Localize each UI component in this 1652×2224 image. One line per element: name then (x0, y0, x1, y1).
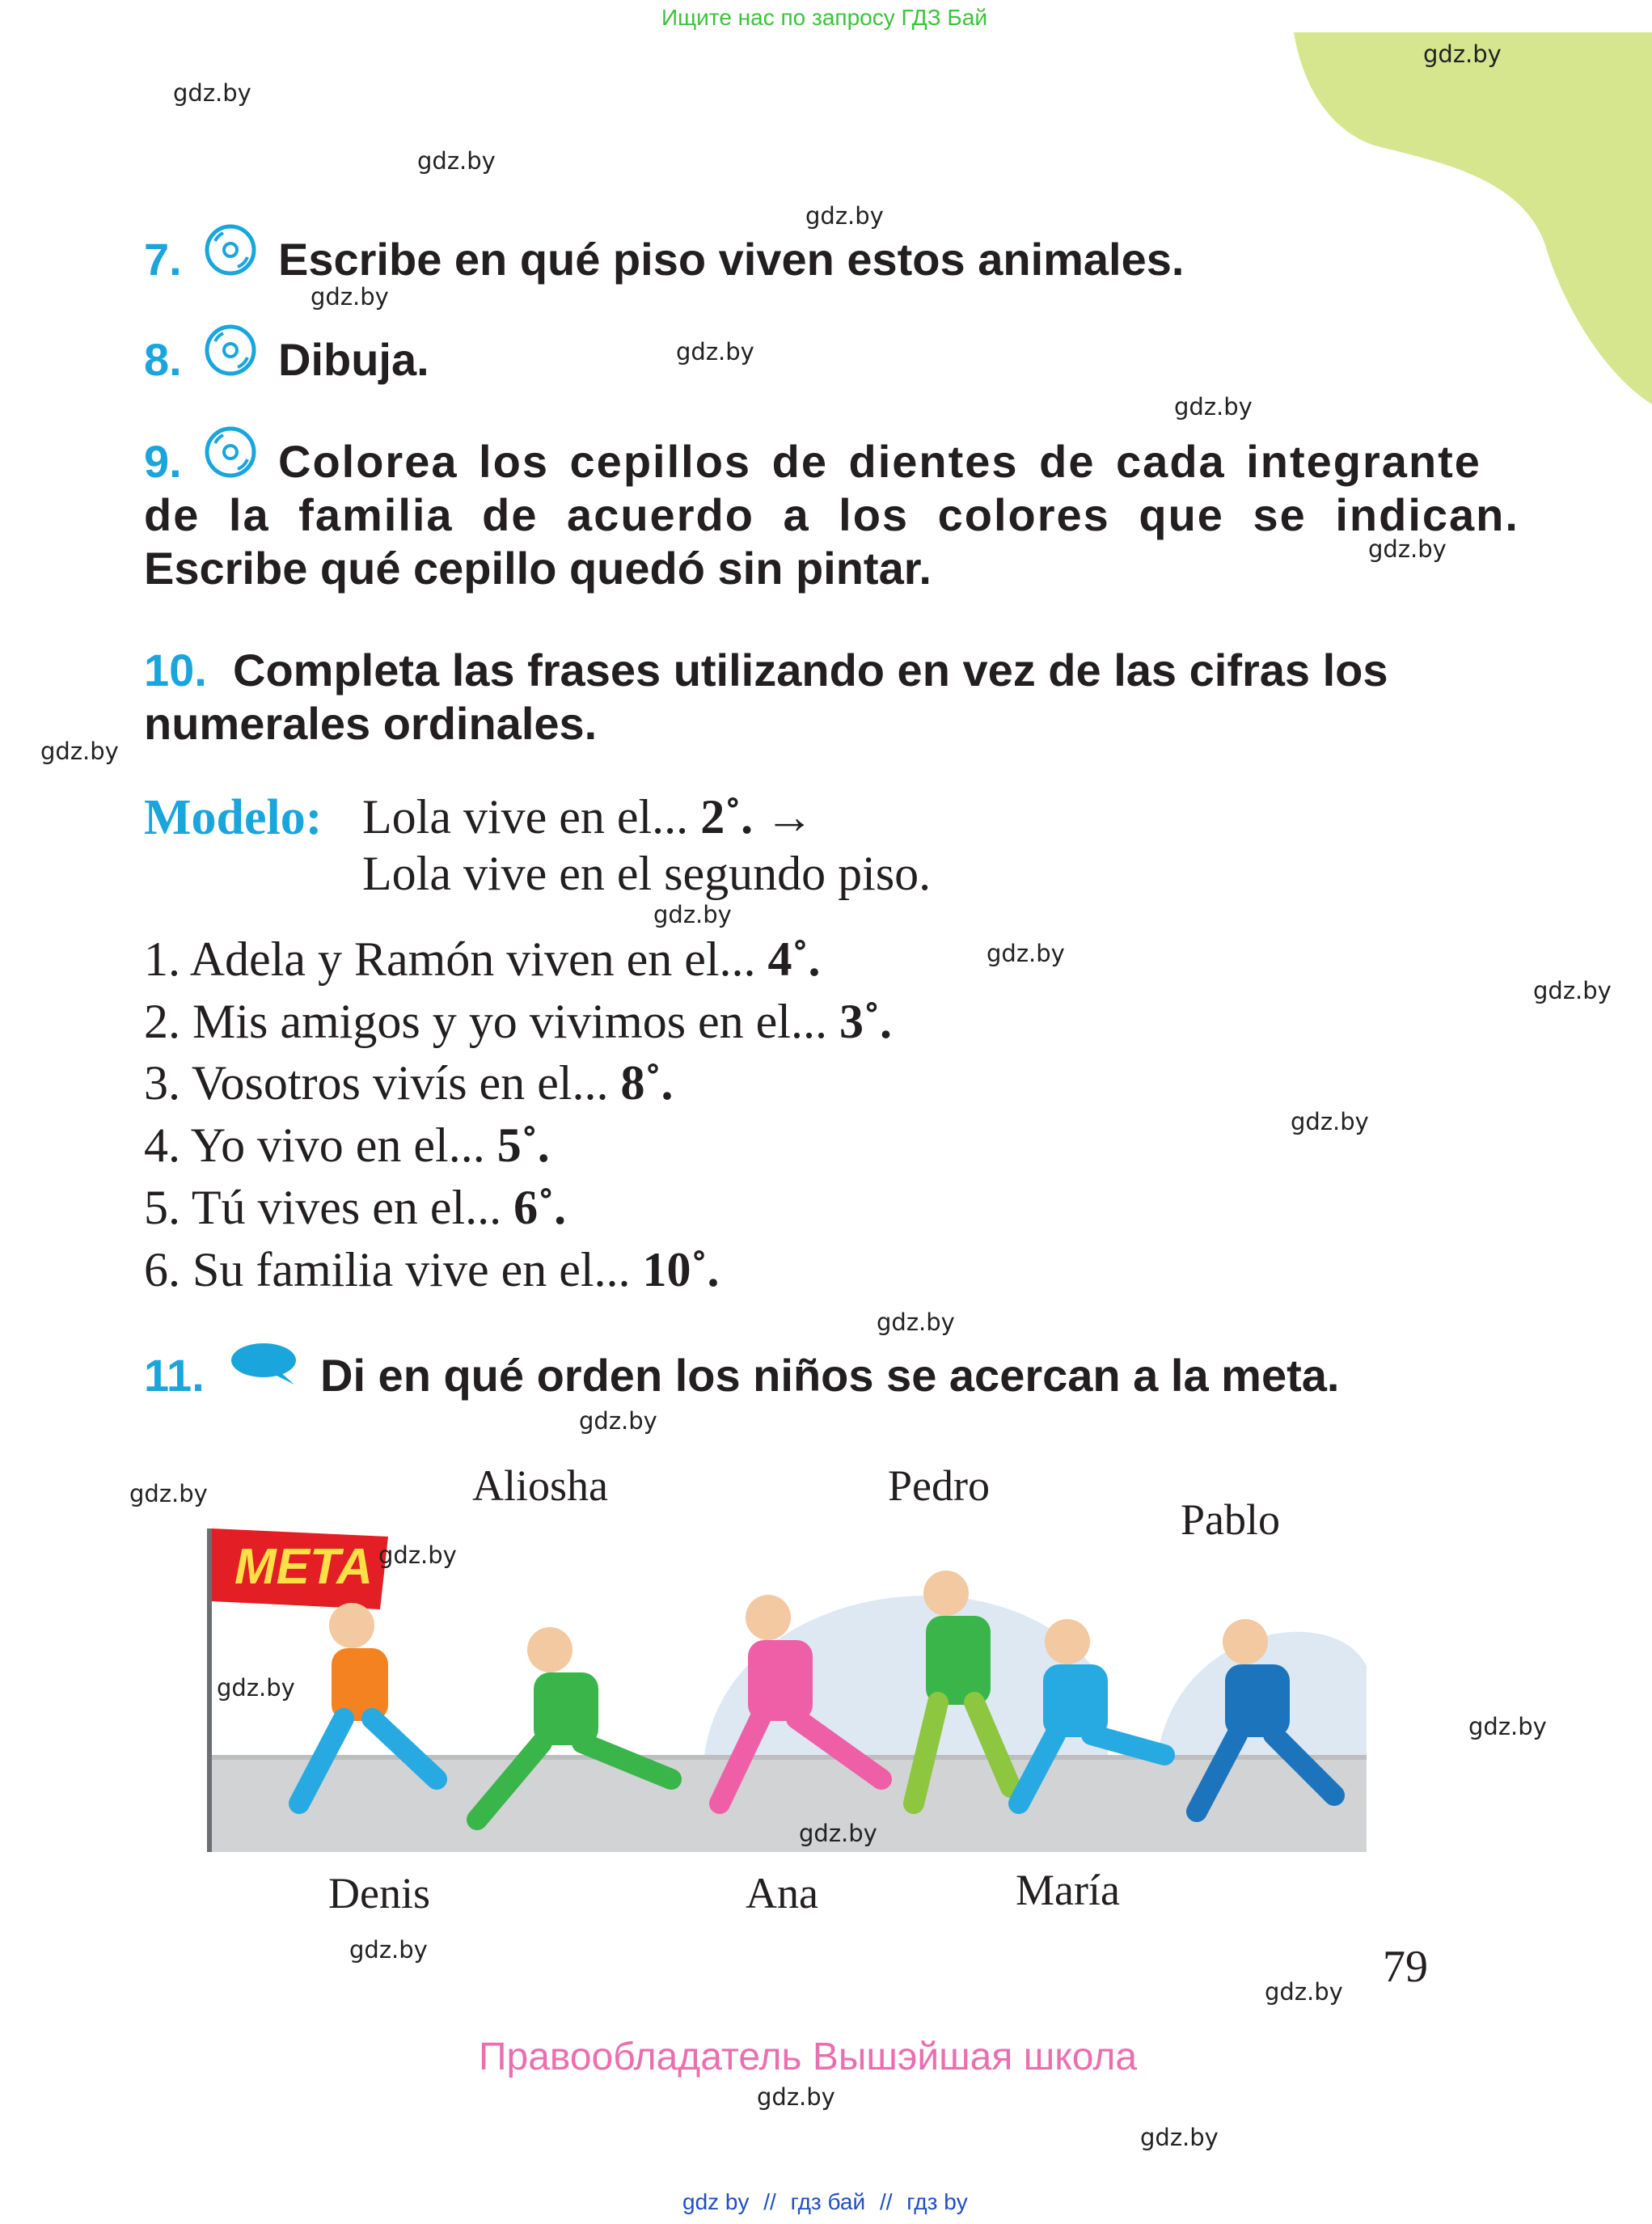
list-item-number: 4. (144, 1118, 180, 1172)
watermark: gdz.by (1533, 977, 1612, 1004)
watermark: gdz.by (805, 202, 884, 230)
name-label-pedro: Pedro (888, 1461, 990, 1510)
name-label-pablo: Pablo (1181, 1495, 1281, 1544)
watermark: gdz.by (579, 1407, 657, 1435)
model-line-2: Lola vive en el segundo piso. (362, 847, 932, 900)
cd-icon (204, 425, 257, 479)
speech-bubble-icon (230, 1341, 299, 1386)
list-item (144, 1242, 720, 1298)
list-item-text: Mis amigos y yo vivimos en el... (192, 995, 839, 1048)
watermark: gdz.by (1291, 1108, 1369, 1135)
page-number: 79 (1383, 1942, 1428, 1992)
name-label-aliosha: Aliosha (472, 1461, 608, 1510)
list-item-text: Adela y Ramón viven en el... (189, 932, 768, 986)
watermark: gdz.by (217, 1674, 295, 1702)
runners-illustration (202, 1512, 1367, 1852)
list-item (144, 1118, 550, 1173)
exercise-10-line-1: Completa las frases utilizando en vez de las cifras los (233, 645, 1388, 696)
list-item-text: Tú vives en el... (191, 1181, 514, 1234)
top-banner[interactable]: Ищите нас по запросу ГДЗ Бай (661, 5, 988, 30)
watermark: gdz.by (653, 901, 732, 928)
cd-icon (204, 323, 257, 377)
corner-decoration (1278, 32, 1652, 404)
watermark: gdz.by (757, 2083, 835, 2111)
copyright-text: Правообладатель Вышэйшая школа (479, 2036, 1138, 2078)
footer-separator: // (763, 2189, 776, 2214)
list-item (144, 1180, 566, 1236)
watermark: gdz.by (417, 147, 496, 175)
list-item (144, 1055, 673, 1111)
exercise-9-line-1: Colorea los cepillos de dientes de cada integrante (278, 436, 1481, 487)
exercise-9-line-2: de la familia de acuerdo a los colores que se indican. (144, 489, 1519, 540)
name-label-maria: María (1016, 1866, 1120, 1914)
arrow-right-icon: → (765, 790, 814, 844)
exercise-8-number: 8. (144, 334, 182, 385)
name-label-ana: Ana (746, 1869, 818, 1917)
list-item-text: Yo vivo en el... (190, 1118, 497, 1172)
exercise-8-text: Dibuja. (278, 334, 429, 385)
list-item-bold: 4˚. (767, 932, 821, 986)
list-item-bold: 8˚. (620, 1056, 674, 1110)
watermark: gdz.by (1265, 1978, 1343, 2006)
exercise-9-number: 9. (144, 436, 182, 487)
list-item (144, 994, 892, 1050)
cd-icon (204, 223, 257, 277)
watermark: gdz.by (173, 79, 251, 107)
list-item-bold: 10˚. (642, 1243, 720, 1296)
list-item-number: 1. (144, 932, 180, 986)
finish-flag-text: META (234, 1539, 374, 1595)
watermark: gdz.by (40, 738, 119, 765)
footer-links (682, 2189, 968, 2215)
model-label: Modelo: (144, 790, 323, 845)
exercise-11-number: 11. (144, 1350, 205, 1401)
watermark: gdz.by (1140, 2124, 1219, 2151)
watermark: gdz.by (877, 1309, 955, 1336)
footer-link[interactable]: gdz by (682, 2189, 750, 2214)
watermark: gdz.by (1423, 40, 1502, 68)
watermark: gdz.by (1468, 1713, 1547, 1740)
watermark: gdz.by (129, 1480, 208, 1507)
list-item-number: 5. (144, 1181, 180, 1234)
exercise-11-text: Di en qué orden los niños se acercan a la meta. (320, 1350, 1340, 1401)
list-item-text: Su familia vive en el... (192, 1243, 643, 1296)
exercise-7-number: 7. (144, 234, 182, 285)
exercise-9-line-3: Escribe qué cepillo quedó sin pintar. (144, 543, 932, 594)
exercise-10-line-2: numerales ordinales. (144, 698, 598, 749)
list-item-text: Vosotros vivís en el... (191, 1056, 621, 1110)
exercise-7-text: Escribe en qué piso viven estos animales. (278, 234, 1185, 285)
watermark: gdz.by (987, 940, 1065, 967)
watermark: gdz.by (676, 338, 754, 366)
list-item-bold: 6˚. (513, 1181, 567, 1234)
model-line-1 (362, 789, 813, 845)
watermark: gdz.by (311, 283, 389, 311)
model-line-1-text: Lola vive en el... (362, 790, 701, 844)
watermark: gdz.by (1368, 535, 1447, 563)
footer-separator: // (879, 2189, 893, 2214)
footer-link[interactable]: гдз бай (790, 2189, 866, 2214)
name-label-denis: Denis (328, 1869, 430, 1917)
exercise-10-number: 10. (144, 645, 207, 696)
list-item-bold: 3˚. (839, 995, 892, 1048)
model-line-1-bold: 2˚. (700, 790, 754, 844)
list-item-number: 6. (144, 1243, 180, 1296)
watermark: gdz.by (1174, 393, 1253, 421)
list-item-number: 3. (144, 1056, 180, 1110)
list-item-number: 2. (144, 995, 180, 1048)
footer-link[interactable]: гдз by (906, 2189, 968, 2214)
watermark: gdz.by (378, 1541, 457, 1569)
list-item-bold: 5˚. (496, 1118, 550, 1172)
watermark: gdz.by (799, 1820, 877, 1847)
list-item (144, 932, 821, 987)
watermark: gdz.by (349, 1936, 428, 1964)
